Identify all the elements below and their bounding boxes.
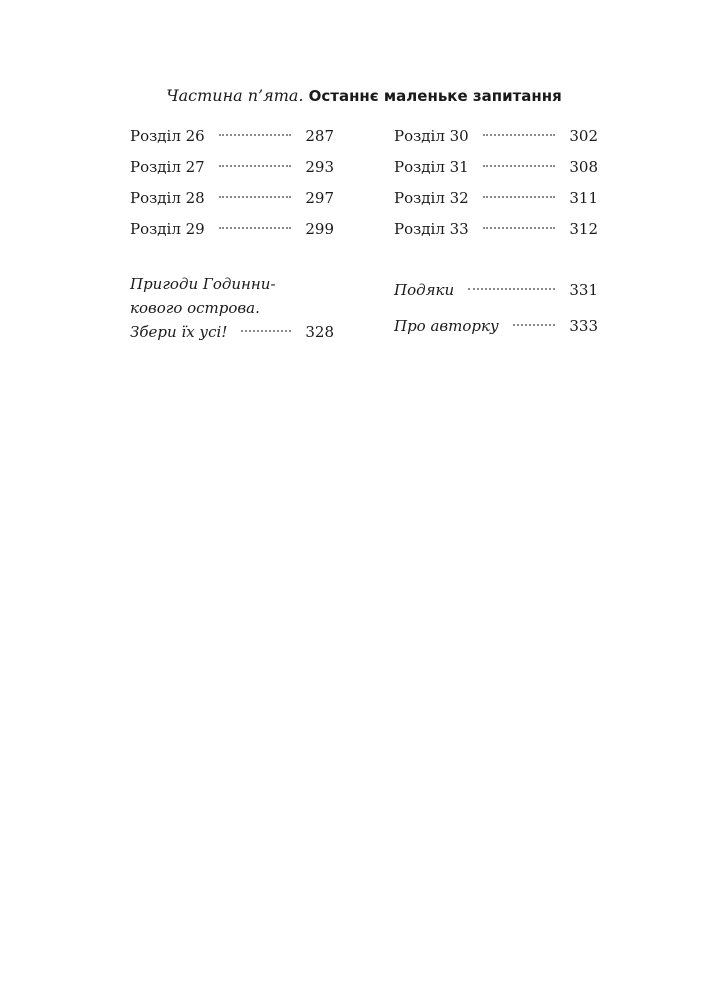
toc-entry-label: Про авторку bbox=[394, 317, 499, 335]
dot-leader bbox=[483, 134, 556, 136]
toc-entry[interactable] bbox=[394, 124, 598, 155]
toc-entry-label: Розділ 27 bbox=[130, 158, 205, 176]
toc-entry-label: Розділ 32 bbox=[394, 189, 469, 207]
toc-entry-thanks[interactable] bbox=[394, 278, 598, 314]
part-heading-title: Останнє маленьке запитання bbox=[308, 87, 562, 105]
toc-extras-right bbox=[394, 278, 598, 350]
toc-entry[interactable] bbox=[130, 186, 334, 217]
dot-leader bbox=[219, 227, 292, 229]
toc-entry-page: 293 bbox=[305, 158, 334, 176]
toc-entry-label: Розділ 26 bbox=[130, 127, 205, 145]
dot-leader bbox=[241, 330, 291, 332]
toc-extras-left bbox=[130, 272, 334, 344]
dot-leader bbox=[483, 196, 556, 198]
toc-entry-label: Розділ 29 bbox=[130, 220, 205, 238]
toc-entry[interactable] bbox=[130, 217, 334, 248]
toc-entry-page: 331 bbox=[569, 281, 598, 299]
toc-entry-last-line bbox=[130, 320, 334, 344]
toc-entry-page: 312 bbox=[569, 220, 598, 238]
toc-entry-label: Розділ 33 bbox=[394, 220, 469, 238]
toc-entry[interactable] bbox=[394, 155, 598, 186]
toc-entry[interactable] bbox=[130, 155, 334, 186]
toc-column-left bbox=[130, 124, 334, 248]
toc-entry-label: Розділ 30 bbox=[394, 127, 469, 145]
toc-entry-label: Подяки bbox=[394, 281, 455, 299]
toc-entry-label: Розділ 28 bbox=[130, 189, 205, 207]
part-heading bbox=[0, 84, 728, 108]
dot-leader bbox=[483, 227, 556, 229]
toc-entry-page: 302 bbox=[569, 127, 598, 145]
toc-entry-label-line: Пригоди Годинни- bbox=[130, 275, 276, 293]
toc-entry-about[interactable] bbox=[394, 314, 598, 350]
toc-entry-page: 287 bbox=[305, 127, 334, 145]
dot-leader bbox=[468, 288, 555, 290]
dot-leader bbox=[513, 324, 556, 326]
toc-entry-label: Розділ 31 bbox=[394, 158, 469, 176]
toc-entry-label-line: кового острова. bbox=[130, 299, 260, 317]
toc-entry[interactable] bbox=[394, 217, 598, 248]
toc-entry-page: 299 bbox=[305, 220, 334, 238]
dot-leader bbox=[219, 165, 292, 167]
toc-entry[interactable] bbox=[130, 124, 334, 155]
toc-entry[interactable] bbox=[394, 186, 598, 217]
part-heading-lead: Частина п’ята. bbox=[166, 86, 304, 105]
toc-entry-label-line: Збери їх усі! bbox=[130, 323, 228, 341]
dot-leader bbox=[219, 196, 292, 198]
toc-entry-page: 333 bbox=[569, 317, 598, 335]
toc-entry-page: 308 bbox=[569, 158, 598, 176]
toc-entry-page: 311 bbox=[569, 189, 598, 207]
toc-entry-adventures[interactable] bbox=[130, 272, 334, 344]
toc-entry-page: 297 bbox=[305, 189, 334, 207]
toc-column-right bbox=[394, 124, 598, 248]
dot-leader bbox=[483, 165, 556, 167]
dot-leader bbox=[219, 134, 292, 136]
toc-entry-page: 328 bbox=[305, 323, 334, 341]
